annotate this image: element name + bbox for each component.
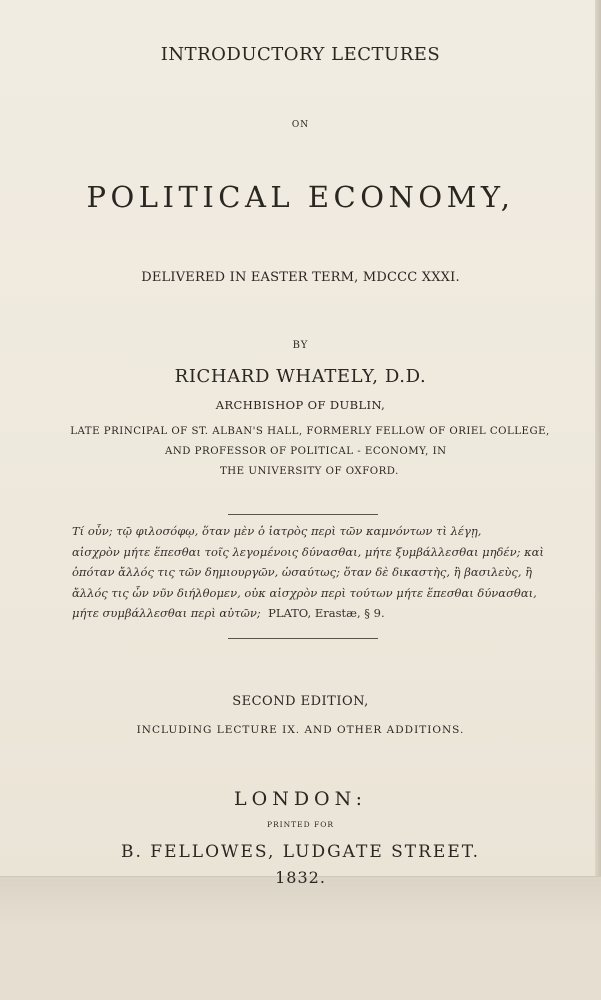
greek-epigraph bbox=[72, 521, 552, 624]
page-fold-crease bbox=[0, 876, 601, 1000]
title-on: ON bbox=[291, 120, 310, 130]
imprint-city: LONDON: bbox=[234, 788, 367, 810]
epigraph-line: Τί οὖν; τῷ φιλοσόφῳ, ὅταν μὲν ὁ ἰατρὸς περὶ τῶν καμνόντων τὶ λέγῃ, bbox=[72, 524, 482, 538]
epigraph-line: ἄλλός τις ὧν νῦν διήλθομεν, οὐκ αἰσχρὸν περὶ τούτων μήτε ἕπεσθαι δύνασθαι, bbox=[72, 585, 537, 600]
delivered-line: DELIVERED IN EASTER TERM, MDCCC XXXI. bbox=[141, 270, 460, 285]
epigraph-line: μήτε συμβάλλεσθαι περὶ αὐτῶν; bbox=[72, 606, 261, 620]
publisher: B. FELLOWES, LUDGATE STREET. bbox=[121, 842, 480, 862]
main-title: POLITICAL ECONOMY, bbox=[86, 180, 515, 214]
edition-line: SECOND EDITION, bbox=[232, 694, 369, 709]
by-line: BY bbox=[292, 340, 309, 351]
author-description-line: THE UNIVERSITY OF OXFORD. bbox=[220, 466, 399, 477]
publication-year: 1832. bbox=[275, 868, 326, 887]
epigraph-line: αἰσχρὸν μήτε ἕπεσθαι τοῖς λεγομένοις δύνασθαι, μήτε ξυμβάλλεσθαι μηδέν; καὶ bbox=[72, 544, 544, 559]
title-introductory-lectures: INTRODUCTORY LECTURES bbox=[160, 44, 441, 65]
divider-rule bbox=[228, 514, 378, 515]
divider-rule bbox=[228, 638, 378, 639]
including-line: INCLUDING LECTURE IX. AND OTHER ADDITIONS. bbox=[136, 724, 465, 736]
author-title-archbishop: ARCHBISHOP OF DUBLIN, bbox=[215, 398, 386, 412]
epigraph-citation: PLATO, Erastæ, § 9. bbox=[268, 606, 385, 620]
author-description-line: LATE PRINCIPAL OF ST. ALBAN'S HALL, FORMERLY FELLOW OF ORIEL COLLEGE, bbox=[70, 426, 550, 437]
epigraph-last-line bbox=[72, 603, 552, 624]
author-name: RICHARD WHATELY, D.D. bbox=[174, 366, 427, 387]
epigraph-line: ὁπόταν ἄλλός τις τῶν δημιουργῶν, ὡσαύτως; ὅταν δὲ δικαστὴς, ἢ βασιλεὺς, ἢ bbox=[72, 565, 533, 579]
author-description-line: AND PROFESSOR OF POLITICAL - ECONOMY, IN bbox=[165, 446, 447, 457]
printed-for: PRINTED FOR bbox=[266, 820, 335, 829]
